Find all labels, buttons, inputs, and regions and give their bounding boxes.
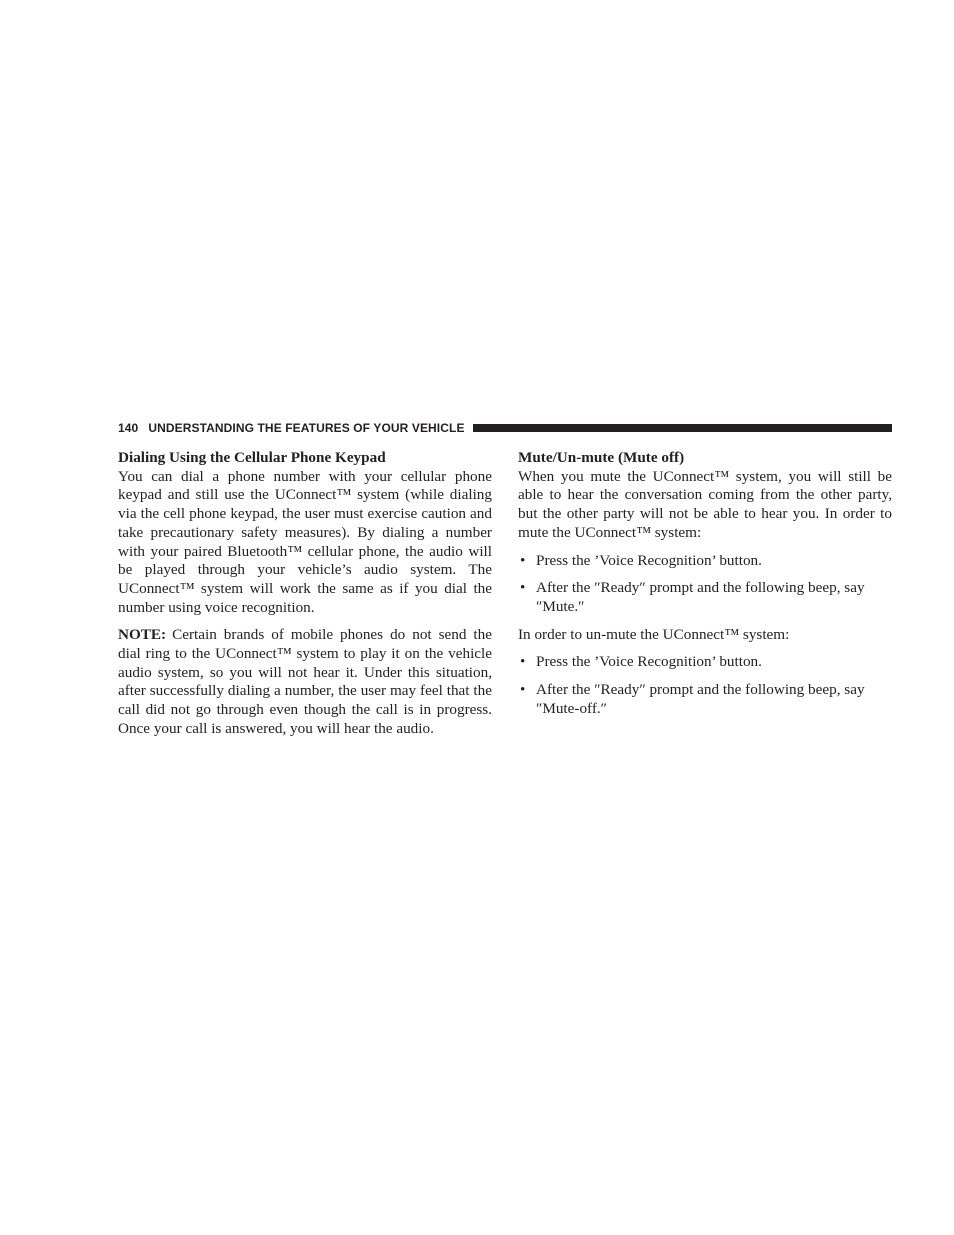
note-label: NOTE:	[118, 626, 167, 644]
mute-steps-list	[518, 552, 892, 617]
list-item	[518, 653, 892, 672]
paragraph-dialing: You can dial a phone number with your cellular phone keypad and still use the UConnect™ system (while dialing via the cell phone keypad, the user must exercise caution and take precautionary safety measures). By dialing a number with your paired Bluetooth™ cellular phone, the audio will be played through your vehicle’s audio system. The UConnect™ system will work the same as if you dial the number using voice recognition.	[118, 467, 492, 616]
note-paragraph	[118, 626, 492, 738]
paragraph-mute: When you mute the UConnect™ system, you will still be able to hear the conversation coming from the other party, but the other party will not be able to hear you. In order to mute the UConnect™ system:	[518, 467, 892, 541]
bullet-icon: •	[520, 681, 526, 699]
paragraph-unmute: In order to un-mute the UConnect™ system:	[518, 625, 790, 643]
bullet-icon: •	[520, 579, 526, 597]
list-item	[518, 681, 892, 718]
right-column	[518, 449, 892, 727]
note-text: Certain brands of mobile phones do not send the dial ring to the UConnect™ system to play it on the vehicle audio system, so you will not hear it. Under this situation, after successfully dialing a number, the user may feel that the call did not go through even though the call is in progress. Once your call is answered, you will hear the audio.	[118, 626, 492, 737]
page-number: 140	[118, 421, 139, 435]
list-item	[518, 552, 892, 571]
bullet-icon: •	[520, 653, 526, 671]
section-heading-mute: Mute/Un-mute (Mute off)	[518, 449, 685, 466]
left-column	[118, 449, 492, 748]
list-item-text: Press the ’Voice Recognition’ button.	[536, 551, 762, 569]
unmute-steps-list	[518, 653, 892, 718]
list-item-text: After the ″Ready″ prompt and the following beep, say ″Mute-off.″	[536, 681, 865, 717]
section-title: UNDERSTANDING THE FEATURES OF YOUR VEHICLE	[148, 421, 465, 435]
page-header	[118, 419, 892, 437]
header-rule	[473, 424, 892, 432]
list-item-text: Press the ’Voice Recognition’ button.	[536, 653, 762, 671]
list-item	[518, 579, 892, 616]
bullet-icon: •	[520, 551, 526, 569]
section-heading-dialing: Dialing Using the Cellular Phone Keypad	[118, 449, 386, 466]
list-item-text: After the ″Ready″ prompt and the following beep, say ″Mute.″	[536, 579, 865, 615]
